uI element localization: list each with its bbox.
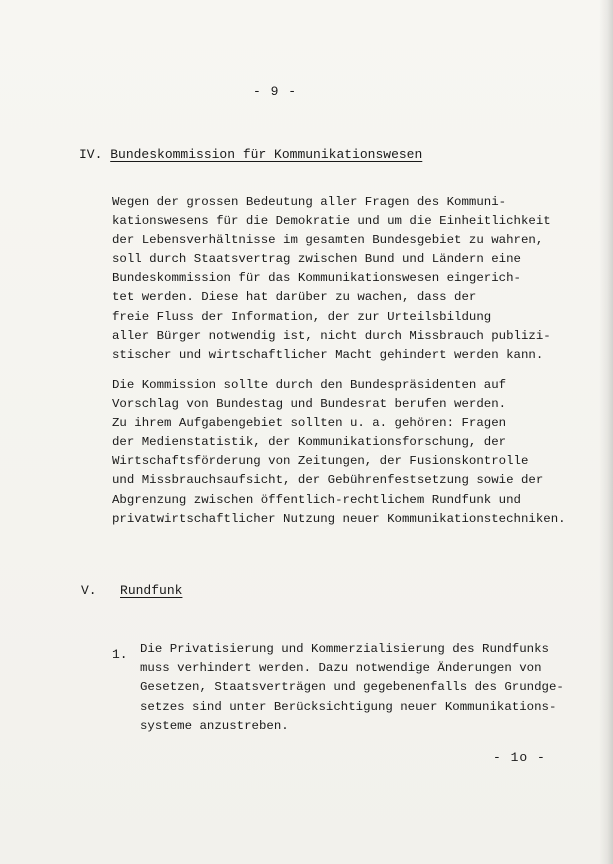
paragraph-line: Wegen der grossen Bedeutung aller Fragen des Kommuni- <box>112 195 507 209</box>
paragraph-line: aller Bürger notwendig ist, nicht durch Missbrauch publizi- <box>112 328 551 343</box>
paragraph-line: stischer und wirtschaftlicher Macht gehindert werden kann. <box>112 347 544 362</box>
paragraph-line: tet werden. Diese hat darüber zu wachen, dass der <box>112 290 477 305</box>
page-number: - 9 - <box>253 84 298 99</box>
paragraph-line: privatwirtschaftlicher Nutzung neuer Kommunikationstechniken. <box>112 511 566 526</box>
list-item-line: setzes sind unter Berücksichtigung neuer Kommunikations- <box>140 699 557 714</box>
list-item-line: systeme anzustreben. <box>140 718 289 733</box>
paragraph-line: kationswesens für die Demokratie und um die Einheitlichkeit <box>112 214 551 229</box>
list-item-line: Gesetzen, Staatsverträgen und gegebenenfalls des Grundge- <box>140 680 564 695</box>
list-item-number: 1. <box>112 647 128 662</box>
section-iv-title: Bundeskommission für Kommunikationswesen <box>110 147 423 162</box>
section-v-title: Rundfunk <box>120 583 183 598</box>
section-iv-numeral: IV. <box>79 147 103 162</box>
section-iv-paragraph-1 <box>112 193 572 365</box>
paragraph-line: der Medienstatistik, der Kommunikationsforschung, der <box>112 435 507 450</box>
section-iv-paragraph-2 <box>112 376 572 529</box>
paragraph-line: der Lebensverhältnisse im gesamten Bundesgebiet zu wahren, <box>112 233 544 248</box>
list-item-body <box>140 640 570 736</box>
list-item-line: Die Privatisierung und Kommerzialisierung des Rundfunks <box>140 642 549 656</box>
list-item-line: muss verhindert werden. Dazu notwendige Änderungen von <box>140 661 542 676</box>
paragraph-line: Vorschlag von Bundestag und Bundesrat berufen werden. <box>112 397 507 412</box>
paragraph-line: Die Kommission sollte durch den Bundespräsidenten auf <box>112 378 507 392</box>
paragraph-line: Wirtschaftsförderung von Zeitungen, der Fusionskontrolle <box>112 454 529 469</box>
paragraph-line: und Missbrauchsaufsicht, der Gebührenfestsetzung sowie der <box>112 473 544 488</box>
paragraph-line: Bundeskommission für das Kommunikationswesen eingerich- <box>112 271 521 286</box>
section-iv-heading <box>79 147 422 162</box>
paragraph-line: Abgrenzung zwischen öffentlich-rechtlichem Rundfunk und <box>112 492 521 507</box>
paragraph-line: Zu ihrem Aufgabengebiet sollten u. a. gehören: Fragen <box>112 416 507 431</box>
paragraph-line: freie Fluss der Information, der zur Urteilsbildung <box>112 309 492 324</box>
section-v-heading <box>81 583 182 598</box>
scan-edge-shadow <box>599 0 613 864</box>
next-page-marker: - 1o - <box>493 750 546 765</box>
paragraph-line: soll durch Staatsvertrag zwischen Bund und Ländern eine <box>112 252 521 267</box>
section-v-numeral: V. <box>81 583 97 598</box>
